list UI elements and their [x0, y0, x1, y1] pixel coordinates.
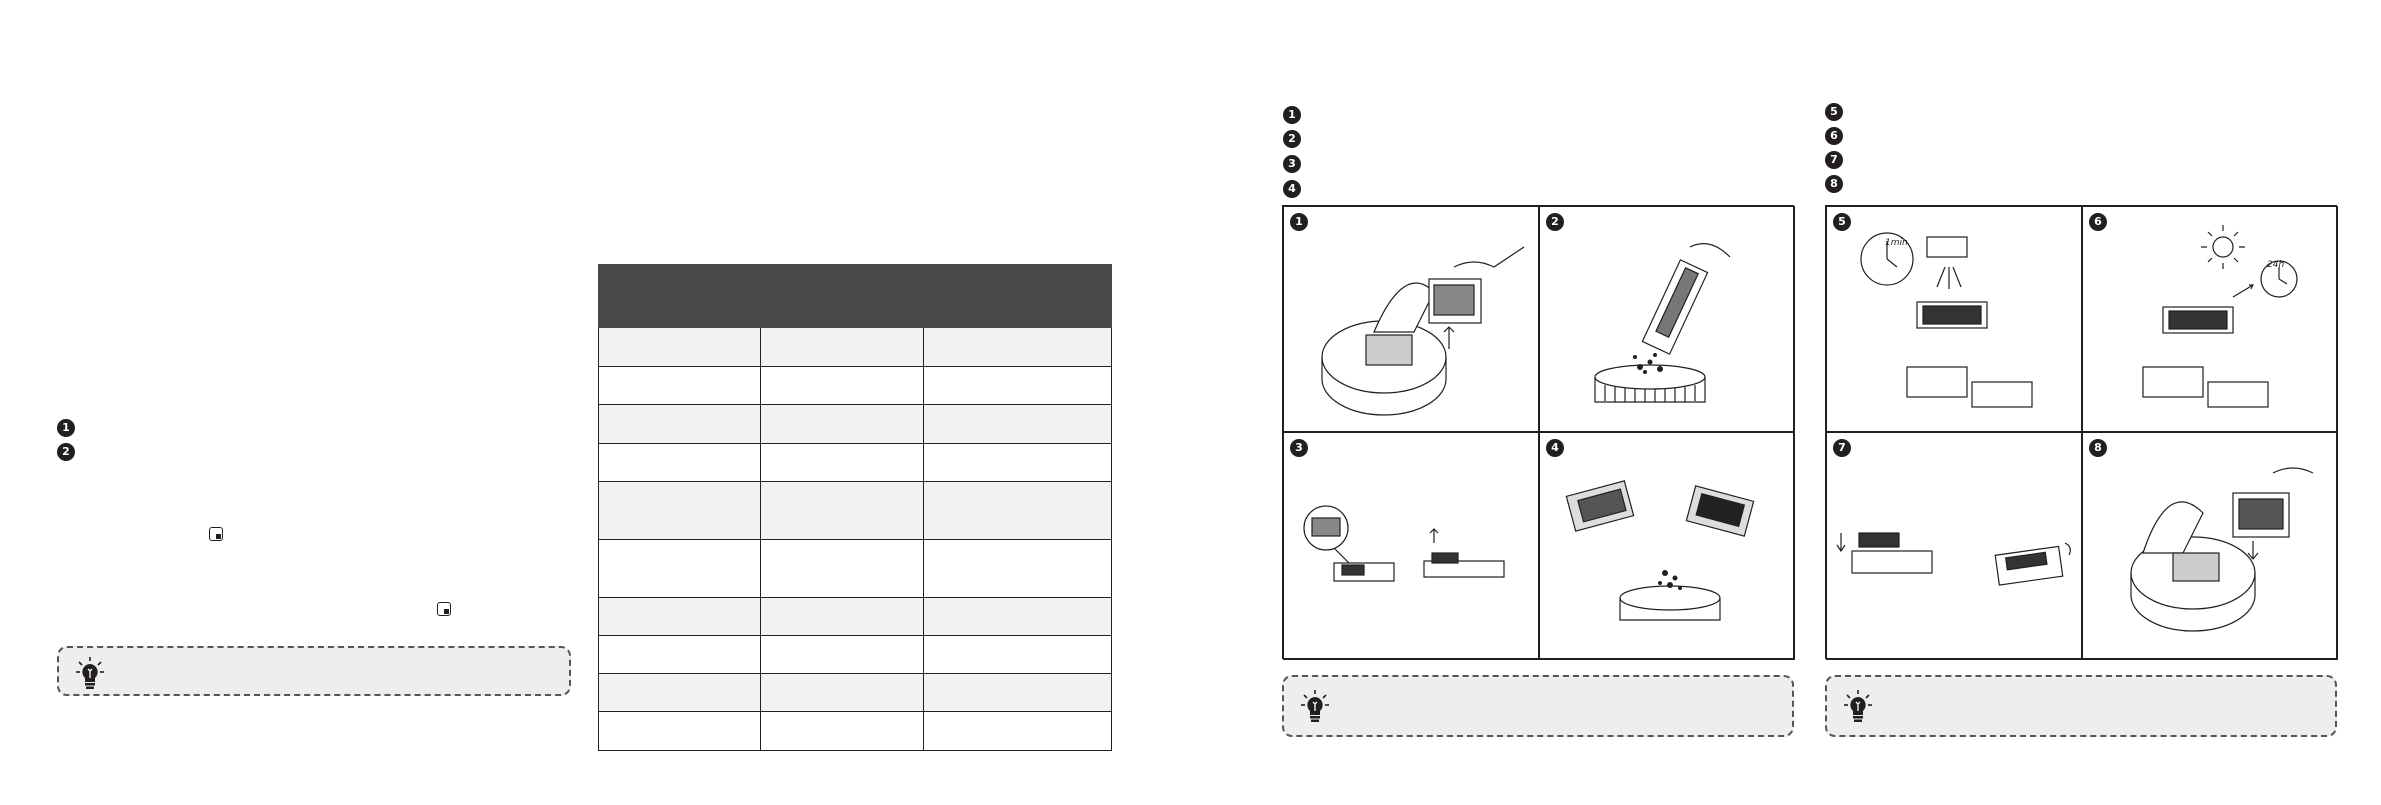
step-8-marker: 8	[1825, 175, 1843, 193]
illustration-panel-2	[1539, 206, 1795, 432]
panel-number: 6	[2089, 213, 2107, 231]
table-header-cell	[599, 265, 761, 328]
time-label-24h: 24h	[2267, 260, 2285, 270]
illustration-panel-5	[1826, 206, 2082, 432]
illustration-panel-3	[1283, 432, 1539, 660]
illustration-panel-8	[2082, 432, 2338, 660]
rinse-filter-illustration	[1827, 207, 2083, 433]
lightbulb-icon	[1300, 689, 1330, 723]
tip-box	[1282, 675, 1794, 737]
step-7-marker: 7	[1825, 151, 1843, 169]
robot-filter-removal-illustration	[1284, 207, 1540, 433]
app-icon	[209, 527, 223, 541]
table-row	[599, 444, 1112, 482]
app-icon	[437, 602, 451, 616]
table-row	[599, 540, 1112, 598]
table-row	[599, 674, 1112, 712]
illustration-panel-4	[1539, 432, 1795, 660]
lightbulb-icon	[1843, 689, 1873, 723]
illustration-grid-steps-1-4	[1282, 205, 1794, 659]
table-row	[599, 328, 1112, 367]
panel-number: 4	[1546, 439, 1564, 457]
step-6-marker: 6	[1825, 127, 1843, 145]
empty-dustbin-illustration	[1540, 207, 1796, 433]
tap-filter-clean-illustration	[1540, 433, 1796, 661]
panel-number: 5	[1833, 213, 1851, 231]
insert-dustbin-illustration	[2083, 433, 2339, 661]
panel-number: 1	[1290, 213, 1308, 231]
table-header-cell	[760, 265, 924, 328]
tip-box	[57, 646, 571, 696]
time-label-1min: 1min	[1885, 238, 1908, 248]
panel-number: 3	[1290, 439, 1308, 457]
table-row	[599, 598, 1112, 636]
illustration-panel-6	[2082, 206, 2338, 432]
remove-filter-illustration	[1284, 433, 1540, 661]
air-dry-filter-illustration	[2083, 207, 2339, 433]
right-page	[1190, 0, 2381, 805]
table-header-row	[599, 265, 1112, 328]
specification-table	[598, 264, 1112, 751]
step-4-marker: 4	[1283, 180, 1301, 198]
tip-box	[1825, 675, 2337, 737]
step-3-marker: 3	[1283, 155, 1301, 173]
panel-number: 8	[2089, 439, 2107, 457]
table-row	[599, 482, 1112, 540]
table-row	[599, 367, 1112, 405]
illustration-grid-steps-5-8	[1825, 205, 2337, 659]
panel-number: 2	[1546, 213, 1564, 231]
step-1-marker: 1	[57, 419, 75, 437]
table-header-cell	[924, 265, 1112, 328]
lightbulb-icon	[75, 656, 105, 690]
step-5-marker: 5	[1825, 103, 1843, 121]
illustration-panel-7	[1826, 432, 2082, 660]
table-row	[599, 405, 1112, 444]
table-row	[599, 636, 1112, 674]
reinstall-filter-illustration	[1827, 433, 2083, 661]
step-2-marker: 2	[1283, 130, 1301, 148]
panel-number: 7	[1833, 439, 1851, 457]
step-2-marker: 2	[57, 443, 75, 461]
step-1-marker: 1	[1283, 106, 1301, 124]
illustration-panel-1	[1283, 206, 1539, 432]
left-page	[0, 0, 1190, 805]
table-row	[599, 712, 1112, 751]
